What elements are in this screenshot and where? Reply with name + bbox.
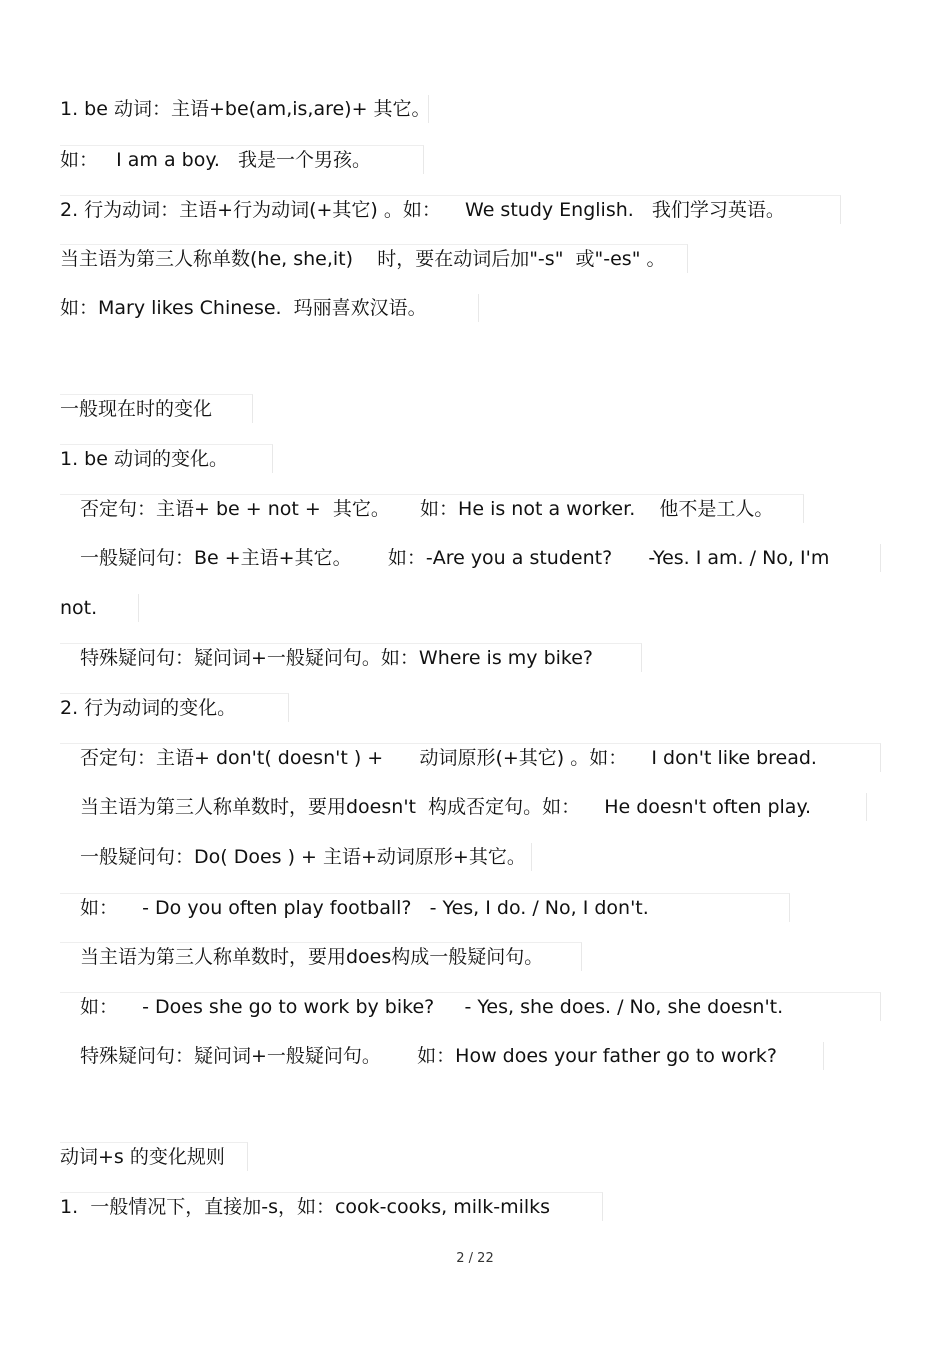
text-line: 如： - Do you often play football? - Yes, I do. / No, I don't. <box>60 893 790 922</box>
text-line: 一般疑问句：Be +主语+其它。 如：-Are you a student? -Yes. I am. / No, I'm <box>60 544 881 572</box>
subsection-heading: 2. 行为动词的变化。 <box>60 693 289 722</box>
text-line: 如：Mary likes Chinese. 玛丽喜欢汉语。 <box>60 294 479 322</box>
text-line: 当主语为第三人称单数(he, she,it) 时，要在动词后加"-s" 或"-es" 。 <box>60 244 688 273</box>
section-heading: 一般现在时的变化 <box>60 394 253 423</box>
section-heading: 动词+s 的变化规则 <box>60 1142 248 1171</box>
text-line: 如： - Does she go to work by bike? - Yes, she does. / No, she doesn't. <box>60 992 881 1021</box>
text-line: 1. 一般情况下，直接加-s，如：cook-cooks, milk-milks <box>60 1192 603 1221</box>
text-line: 否定句：主语+ don't( doesn't ) + 动词原形(+其它) 。如： I don't like bread. <box>60 743 881 772</box>
text-line: 特殊疑问句：疑问词+一般疑问句。如：Where is my bike? <box>60 643 642 672</box>
page-number: 2 / 22 <box>456 1251 494 1266</box>
text-line: 1. be 动词：主语+be(am,is,are)+ 其它。 <box>60 95 429 123</box>
text-line: 当主语为第三人称单数时，要用doesn't 构成否定句。如： He doesn't often play. <box>60 793 867 821</box>
text-line: not. <box>60 594 139 622</box>
text-line: 特殊疑问句：疑问词+一般疑问句。 如：How does your father go to work? <box>60 1042 824 1070</box>
subsection-heading: 1. be 动词的变化。 <box>60 444 273 473</box>
text-line: 如： I am a boy. 我是一个男孩。 <box>60 145 424 174</box>
text-line: 2. 行为动词：主语+行为动词(+其它) 。如： We study English. 我们学习英语。 <box>60 195 841 224</box>
text-line: 一般疑问句：Do( Does ) + 主语+动词原形+其它。 <box>60 843 532 871</box>
text-line: 否定句：主语+ be + not + 其它。 如：He is not a worker. 他不是工人。 <box>60 494 804 523</box>
text-line: 当主语为第三人称单数时，要用does构成一般疑问句。 <box>60 942 582 971</box>
